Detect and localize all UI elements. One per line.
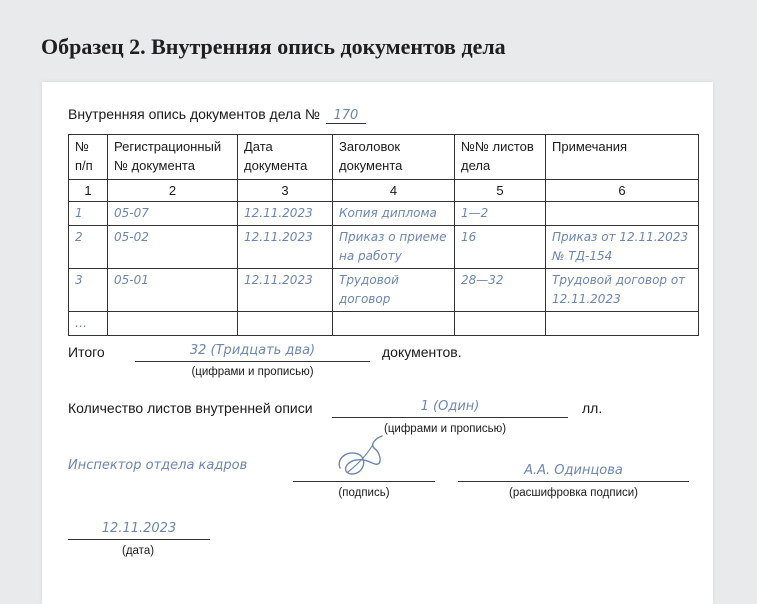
sheets-suffix: лл. <box>582 400 603 416</box>
total-value: 32 (Тридцать два) <box>189 343 316 358</box>
table-row <box>69 202 699 226</box>
total-label: Итого <box>68 344 105 360</box>
table-cell: Приказ от 12.11.2023 № ТД-154 <box>546 226 699 269</box>
table-cell: Трудовой договор <box>333 269 455 312</box>
table-header-row <box>69 135 699 180</box>
signer-position: Инспектор отдела кадров <box>68 458 248 473</box>
sheets-value: 1 (Один) <box>420 399 480 414</box>
table-cell: 1 <box>69 202 108 226</box>
column-number: 3 <box>238 180 333 202</box>
table-cell: Трудовой договор от 12.11.2023 <box>546 269 699 312</box>
column-header: № п/п <box>69 135 108 180</box>
table-cell <box>546 202 699 226</box>
column-header: Заголовок документа <box>333 135 455 180</box>
table-cell: 2 <box>69 226 108 269</box>
table-cell: … <box>69 312 108 336</box>
table-row <box>69 312 699 336</box>
column-numbers-row <box>69 180 699 202</box>
sheets-label: Количество листов внутренней описи <box>68 400 313 416</box>
signature-hint: (подпись) <box>338 487 390 499</box>
table-cell: 1—2 <box>455 202 546 226</box>
column-header: Дата документа <box>238 135 333 180</box>
inventory-table <box>68 134 699 336</box>
table-cell: 3 <box>69 269 108 312</box>
table-cell: 12.11.2023 <box>238 226 333 269</box>
table-cell: 28—32 <box>455 269 546 312</box>
table-cell: 05-02 <box>108 226 238 269</box>
table-cell <box>238 312 333 336</box>
table-cell <box>455 312 546 336</box>
column-number: 1 <box>69 180 108 202</box>
table-cell: 12.11.2023 <box>238 269 333 312</box>
table-cell: 05-07 <box>108 202 238 226</box>
column-header: Примечания <box>546 135 699 180</box>
column-number: 4 <box>333 180 455 202</box>
sheets-hint: (цифрами и прописью) <box>384 423 507 435</box>
signature-underline <box>293 464 435 482</box>
total-hint: (цифрами и прописью) <box>191 366 314 378</box>
table-cell <box>333 312 455 336</box>
inventory-heading-label: Внутренняя опись документов дела № <box>68 106 320 122</box>
table-row <box>69 226 699 269</box>
table-cell: 05-01 <box>108 269 238 312</box>
inventory-heading <box>68 106 366 124</box>
signer-name: А.А. Одинцова <box>524 463 623 478</box>
name-hint: (расшифровка подписи) <box>509 487 638 499</box>
column-number: 6 <box>546 180 699 202</box>
table-cell: Приказ о приеме на работу <box>333 226 455 269</box>
page-title: Образец 2. Внутренняя опись документов дела <box>41 34 506 59</box>
table-cell <box>546 312 699 336</box>
table-row <box>69 269 699 312</box>
table-cell: 12.11.2023 <box>238 202 333 226</box>
column-header: Регистрационный № документа <box>108 135 238 180</box>
table-cell: 16 <box>455 226 546 269</box>
document-sheet <box>42 82 713 604</box>
case-number: 170 <box>326 108 366 124</box>
table-cell: Копия диплома <box>333 202 455 226</box>
column-number: 5 <box>455 180 546 202</box>
column-header: №№ листов дела <box>455 135 546 180</box>
date-hint: (дата) <box>122 545 155 557</box>
date-value: 12.11.2023 <box>101 521 177 536</box>
total-suffix: документов. <box>382 344 462 360</box>
table-cell <box>108 312 238 336</box>
column-number: 2 <box>108 180 238 202</box>
